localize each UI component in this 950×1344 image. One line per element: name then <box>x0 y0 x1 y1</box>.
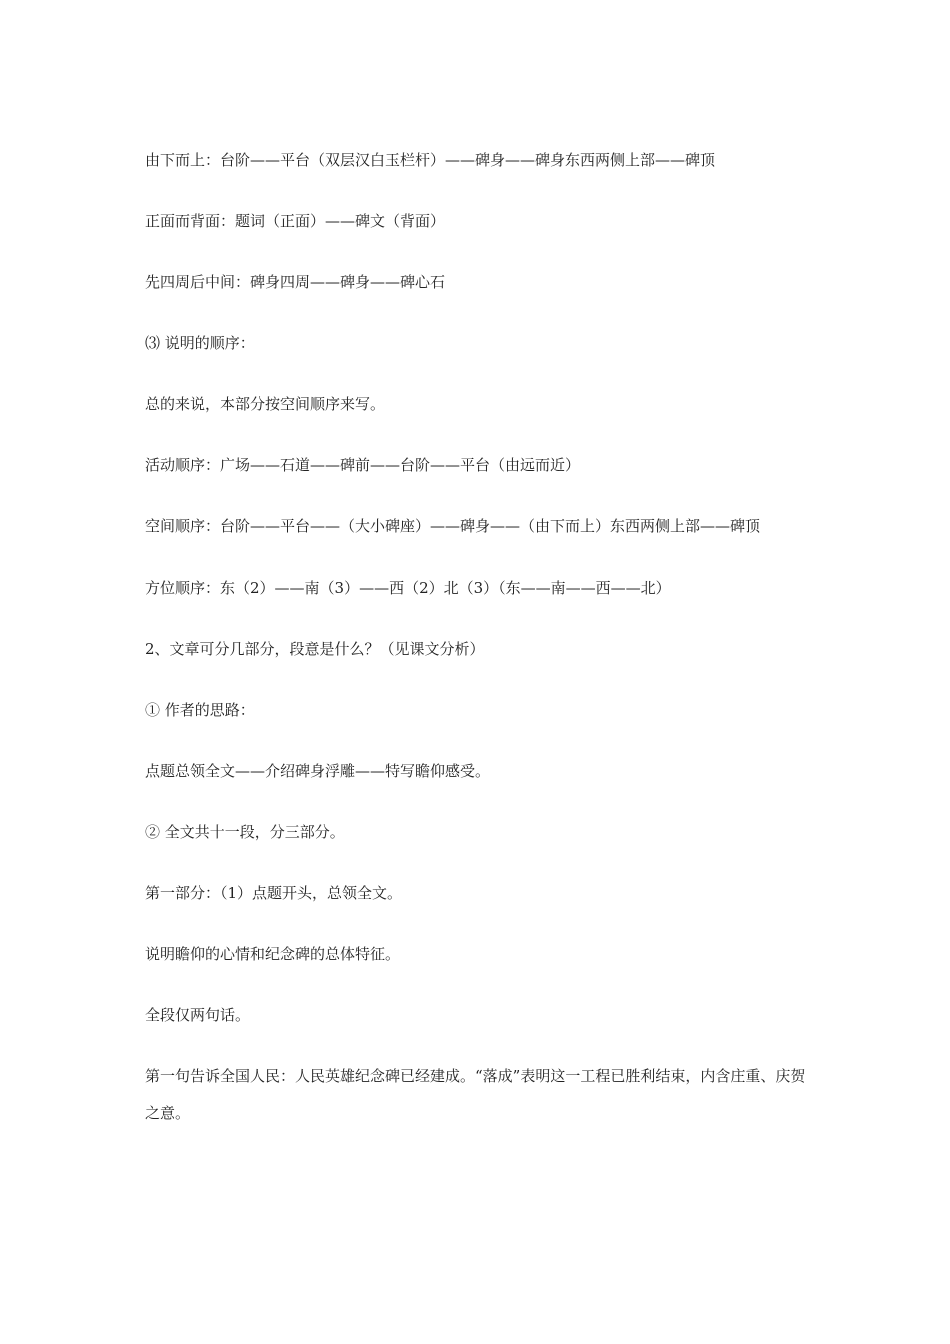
paragraph-part-one: 第一部分：（1）点题开头，总领全文。 <box>145 884 403 902</box>
paragraph-order-bottom-up: 由下而上：台阶——平台（双层汉白玉栏杆）——碑身——碑身东西两侧上部——碑顶 <box>145 151 716 169</box>
document-body <box>145 148 810 1163</box>
paragraph-spatial-order: 空间顺序：台阶——平台——（大小碑座）——碑身——（由下而上）东西两侧上部——碑顶 <box>145 517 761 535</box>
paragraph-activity-order: 活动顺序：广场——石道——碑前——台阶——平台（由远而近） <box>145 456 581 474</box>
paragraph-section-explanation-order: ⑶ 说明的顺序： <box>145 334 255 352</box>
paragraph-part-one-purpose: 说明瞻仰的心情和纪念碑的总体特征。 <box>145 945 401 963</box>
paragraph-question-2: 2、文章可分几部分，段意是什么？（见课文分析） <box>145 640 485 658</box>
paragraph-structure-overview: ② 全文共十一段，分三部分。 <box>145 823 345 841</box>
paragraph-summary-spatial-order: 总的来说，本部分按空间顺序来写。 <box>145 395 386 413</box>
paragraph-order-outside-in: 先四周后中间：碑身四周——碑身——碑心石 <box>145 273 446 291</box>
paragraph-two-sentences: 全段仅两句话。 <box>145 1006 251 1024</box>
paragraph-author-thinking: ① 作者的思路： <box>145 701 255 719</box>
paragraph-thinking-summary: 点题总领全文——介绍碑身浮雕——特写瞻仰感受。 <box>145 762 491 780</box>
paragraph-direction-order: 方位顺序：东（2）——南（3）——西（2）北（3）（东——南——西——北） <box>145 579 671 597</box>
paragraph-first-sentence-analysis: 第一句告诉全国人民：人民英雄纪念碑已经建成。“落成”表明这一工程已胜利结束，内含庄重、庆贺之意。 <box>145 1067 806 1122</box>
paragraph-order-front-back: 正面而背面：题词（正面）——碑文（背面） <box>145 212 446 230</box>
